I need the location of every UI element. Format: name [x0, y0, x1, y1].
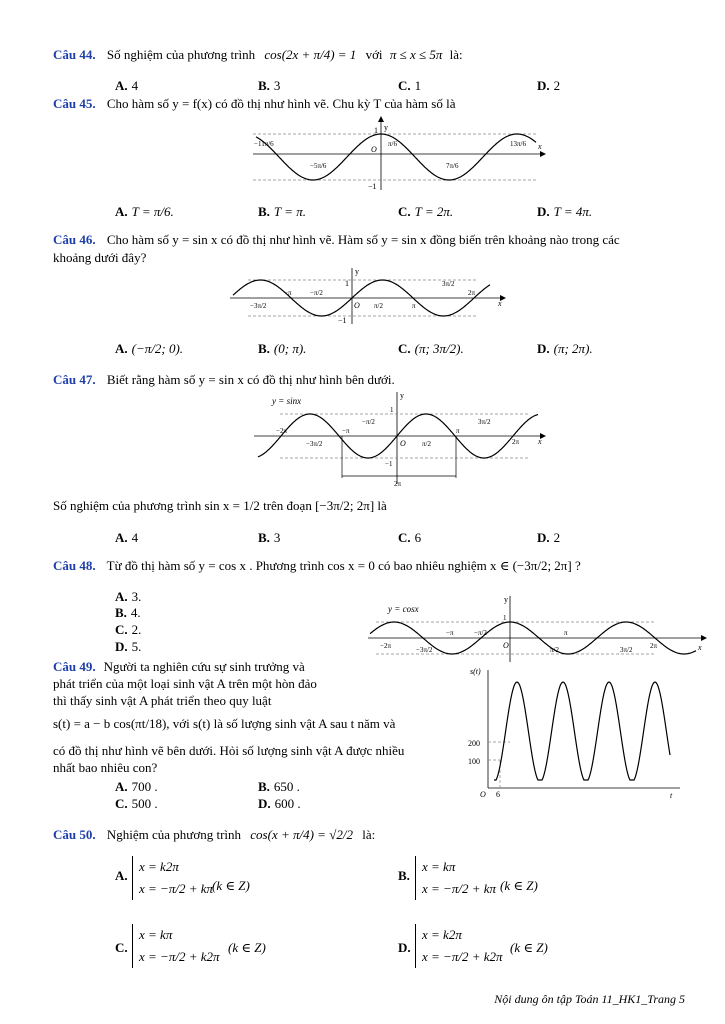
tick-label: −1 — [368, 182, 377, 191]
option-label: D. — [115, 639, 128, 654]
tick-label: −π/2 — [474, 629, 487, 637]
option-label: B. — [258, 779, 270, 794]
option-a[interactable] — [115, 341, 183, 357]
option-b[interactable] — [258, 204, 306, 220]
tick-label: −5π/6 — [310, 162, 327, 170]
option-value: 2 — [553, 78, 561, 93]
option-value: 2 — [553, 530, 561, 545]
option-b[interactable] — [258, 779, 300, 795]
tick-label: −3π/2 — [306, 440, 323, 448]
option-b[interactable] — [258, 341, 306, 357]
question-text: Số nghiệm của phương trình sin x = 1/2 trên đoạn [−3π/2; 2π] là — [53, 498, 387, 513]
question-49 — [53, 658, 305, 675]
option-value: T = π/6. — [131, 204, 174, 219]
solution-line: x = kπ — [422, 859, 456, 874]
solution-line: x = −π/2 + kπ — [422, 881, 496, 896]
option-value: 650 . — [273, 779, 300, 794]
question-49-line — [53, 715, 395, 732]
option-d-system[interactable] — [415, 924, 503, 968]
tick-label: −π — [446, 629, 454, 637]
tick-label: 2π — [394, 480, 402, 488]
option-c[interactable] — [398, 530, 421, 546]
equation: cos(2x + π/4) = 1 — [264, 47, 357, 62]
condition: (k ∈ Z) — [228, 940, 266, 955]
option-label: A. — [115, 78, 128, 93]
option-value: 1 — [414, 78, 422, 93]
option-label: A. — [115, 530, 128, 545]
tick-label: −π/2 — [362, 418, 375, 426]
axis-label-y: y — [400, 391, 404, 400]
tick-label: 13π/6 — [510, 140, 526, 148]
question-46-line2 — [53, 250, 146, 266]
option-value: T = 4π. — [553, 204, 593, 219]
tick-label: 2π — [650, 642, 658, 650]
question-45 — [53, 96, 455, 112]
question-number: Câu 44. — [53, 47, 96, 62]
solution-line: x = k2π — [422, 927, 462, 942]
condition: (k ∈ Z) — [212, 878, 250, 893]
tick-label: π — [412, 302, 416, 310]
option-label: A. — [115, 779, 128, 794]
option-c[interactable] — [398, 341, 464, 357]
option-label: D. — [537, 78, 550, 93]
question-number: Câu 49. — [53, 659, 96, 674]
axis-label-y: y — [504, 595, 508, 604]
graph-q45 — [248, 116, 548, 192]
option-label: C. — [115, 796, 128, 811]
equation: cos(x + π/4) = √2/2 — [250, 827, 353, 842]
tick-label: −11π/6 — [254, 140, 274, 148]
tick-label: −2π — [380, 642, 391, 650]
solution-line: x = −π/2 + k2π — [422, 949, 503, 964]
tick-label: 200 — [468, 739, 480, 748]
option-label: A. — [115, 589, 128, 604]
question-text: Nghiệm của phương trình — [106, 827, 242, 842]
option-value: (−π/2; 0). — [131, 341, 184, 356]
axis-label-x: t — [670, 791, 673, 800]
tick-label: 2π — [468, 289, 476, 297]
graph-q49 — [458, 664, 688, 800]
option-label: C. — [115, 622, 128, 637]
option-value: (0; π). — [273, 341, 307, 356]
question-47-sub — [53, 498, 387, 514]
graph-q46 — [228, 266, 508, 326]
option-d-label[interactable]: D. — [398, 940, 411, 955]
option-d[interactable] — [537, 530, 560, 546]
tick-label: π/2 — [550, 646, 559, 654]
graph-title: y = sinx — [272, 396, 302, 406]
origin-label: O — [480, 790, 486, 799]
question-text: khoảng dưới đây? — [53, 250, 147, 265]
tick-label: −1 — [385, 460, 393, 468]
option-c[interactable] — [398, 78, 421, 94]
option-label: D. — [537, 204, 550, 219]
question-number: Câu 47. — [53, 372, 96, 387]
tick-label: 1 — [503, 614, 507, 622]
option-value: 6 — [414, 530, 422, 545]
option-value: 500 . — [131, 796, 158, 811]
solution-line: x = −π/2 + kπ — [139, 881, 213, 896]
option-value: 4. — [130, 605, 141, 620]
option-label: B. — [258, 204, 270, 219]
graph-q47 — [250, 388, 550, 488]
tick-label: 3π/2 — [620, 646, 633, 654]
option-value: 5. — [131, 639, 142, 654]
origin-label: O — [371, 145, 377, 154]
question-text: Cho hàm số y = sin x có đồ thị như hình vẽ. Hàm số y = sin x đồng biến trên khoảng nào trong các — [106, 232, 620, 247]
option-a[interactable] — [115, 779, 158, 795]
question-50 — [53, 827, 375, 843]
question-text: Số nghiệm của phương trình — [106, 47, 256, 62]
option-label: D. — [537, 530, 550, 545]
option-label: D. — [537, 341, 550, 356]
question-text: với — [365, 47, 383, 62]
range: π ≤ x ≤ 5π — [389, 47, 443, 62]
option-label: C. — [398, 78, 411, 93]
option-d[interactable] — [537, 204, 592, 220]
question-49-line — [53, 759, 157, 776]
tick-label: −2π — [276, 427, 287, 435]
option-a[interactable] — [115, 530, 138, 546]
option-a-label[interactable]: A. — [115, 868, 128, 883]
option-value: 3. — [131, 589, 142, 604]
option-label: D. — [258, 796, 271, 811]
tick-label: 3π/2 — [478, 418, 491, 426]
question-text: là: — [362, 827, 376, 842]
option-value: T = 2π. — [414, 204, 454, 219]
question-text: Biết rằng hàm số y = sin x có đồ thị như hình bên dưới. — [106, 372, 395, 387]
origin-label: O — [400, 439, 406, 448]
option-b[interactable] — [115, 605, 141, 621]
option-value: 4 — [131, 530, 139, 545]
option-value: 2. — [131, 622, 142, 637]
option-label: C. — [398, 341, 411, 356]
option-value: T = π. — [273, 204, 306, 219]
option-a-system[interactable] — [132, 856, 213, 900]
option-label: A. — [115, 204, 128, 219]
option-label: A. — [115, 341, 128, 356]
option-value: (π; 3π/2). — [414, 341, 464, 356]
option-a[interactable] — [115, 204, 174, 220]
option-c[interactable] — [115, 796, 158, 812]
option-label: C. — [398, 530, 411, 545]
question-text: thì thấy sinh vật A phát triển theo quy luật — [53, 693, 272, 708]
option-label: B. — [258, 341, 270, 356]
question-49-line — [53, 742, 404, 759]
tick-label: 1 — [345, 279, 349, 288]
question-text: s(t) = a − b cos(πt/18), với s(t) là số lượng sinh vật A sau t năm và — [53, 716, 396, 731]
question-text: nhất bao nhiêu con? — [53, 760, 158, 775]
option-d[interactable] — [258, 796, 301, 812]
option-label: B. — [258, 78, 270, 93]
option-a[interactable] — [115, 78, 138, 94]
option-b-system[interactable] — [415, 856, 496, 900]
option-a[interactable] — [115, 589, 141, 605]
option-b[interactable] — [258, 78, 280, 94]
option-c-label[interactable]: C. — [115, 940, 128, 955]
question-48 — [53, 558, 581, 574]
solution-line: x = kπ — [139, 927, 173, 942]
option-d[interactable] — [537, 78, 560, 94]
tick-label: −π — [284, 289, 292, 297]
question-49-line — [53, 675, 317, 692]
option-c[interactable] — [398, 204, 453, 220]
solution-line: x = −π/2 + k2π — [139, 949, 220, 964]
axis-label-x: x — [498, 299, 502, 308]
tick-label: π/2 — [422, 440, 431, 448]
question-49-line — [53, 692, 271, 709]
tick-label: −1 — [338, 316, 347, 325]
option-value: 700 . — [131, 779, 158, 794]
tick-label: 1 — [374, 126, 378, 135]
solution-line: x = k2π — [139, 859, 179, 874]
tick-label: 6 — [496, 790, 500, 799]
option-label: B. — [115, 605, 127, 620]
question-number: Câu 48. — [53, 558, 96, 573]
axis-label-y: s(t) — [470, 667, 481, 676]
question-number: Câu 45. — [53, 96, 96, 111]
axis-label-x: x — [698, 643, 702, 652]
option-c-system[interactable] — [132, 924, 220, 968]
graph-title: y = cosx — [388, 604, 419, 614]
question-text: có đồ thị như hình vẽ bên dưới. Hỏi số lượng sinh vật A được nhiều — [53, 743, 405, 758]
option-value: 4 — [131, 78, 139, 93]
tick-label: −3π/2 — [250, 302, 267, 310]
tick-label: 2π — [512, 438, 520, 446]
question-44 — [53, 47, 463, 63]
option-value: 3 — [273, 530, 281, 545]
condition: (k ∈ Z) — [500, 878, 538, 893]
tick-label: π — [564, 629, 568, 637]
tick-label: π — [456, 427, 460, 435]
tick-label: π/6 — [388, 140, 397, 148]
tick-label: −3π/2 — [416, 646, 433, 654]
page-footer: Nội dung ôn tập Toán 11_HK1_Trang 5 — [494, 992, 685, 1006]
axis-label-y: y — [384, 123, 388, 132]
option-b-label[interactable]: B. — [398, 868, 410, 883]
question-text: phát triển của một loại sinh vật A trên một hòn đảo — [53, 676, 317, 691]
option-d[interactable] — [537, 341, 593, 357]
graph-q48 — [366, 592, 711, 664]
tick-label: 3π/2 — [442, 280, 455, 288]
tick-label: −π — [342, 427, 350, 435]
option-b[interactable] — [258, 530, 280, 546]
tick-label: π/2 — [374, 302, 383, 310]
tick-label: −π/2 — [310, 289, 323, 297]
axis-label-y: y — [355, 267, 359, 276]
question-number: Câu 50. — [53, 827, 96, 842]
option-value: 3 — [273, 78, 281, 93]
question-text: Từ đồ thị hàm số y = cos x . Phương trình cos x = 0 có bao nhiêu nghiệm x ∈ (−3π/2; 2π] ? — [106, 558, 581, 573]
question-text: Cho hàm số y = f(x) có đồ thị như hình vẽ. Chu kỳ T của hàm số là — [106, 96, 456, 111]
question-46 — [53, 232, 620, 248]
option-label: C. — [398, 204, 411, 219]
question-text: Người ta nghiên cứu sự sinh trưởng và — [103, 659, 305, 674]
question-text: là: — [449, 47, 463, 62]
option-value: (π; 2π). — [553, 341, 593, 356]
axis-label-x: x — [538, 142, 542, 151]
option-value: 600 . — [274, 796, 301, 811]
tick-label: 7π/6 — [446, 162, 459, 170]
question-number: Câu 46. — [53, 232, 96, 247]
option-d[interactable] — [115, 639, 141, 655]
axis-label-x: x — [538, 437, 542, 446]
option-c[interactable] — [115, 622, 141, 638]
question-47 — [53, 372, 395, 388]
origin-label: O — [503, 641, 509, 650]
origin-label: O — [354, 301, 360, 310]
condition: (k ∈ Z) — [510, 940, 548, 955]
tick-label: 100 — [468, 757, 480, 766]
tick-label: 1 — [390, 406, 394, 414]
option-label: B. — [258, 530, 270, 545]
